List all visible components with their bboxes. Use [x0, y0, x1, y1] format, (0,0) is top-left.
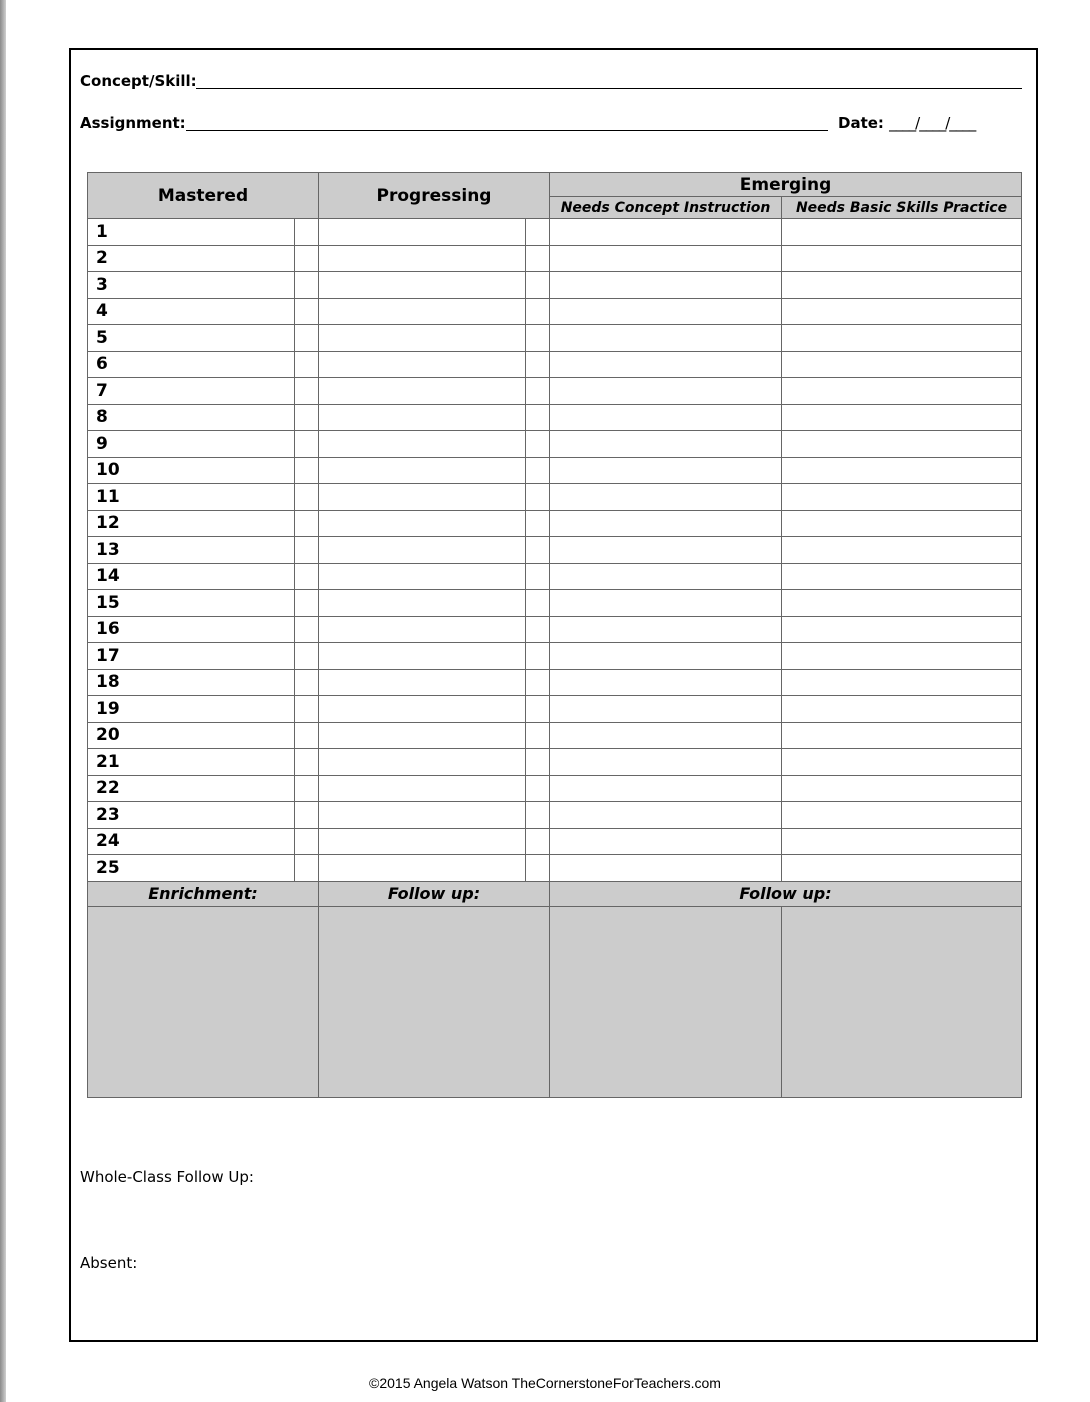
progressing-cell[interactable] [319, 245, 526, 272]
progressing-follow-up-label: Follow up: [319, 881, 550, 906]
concept-skill-blank[interactable] [196, 87, 1022, 89]
needs-basic-skills-practice-cell[interactable] [782, 245, 1022, 272]
progressing-cell[interactable] [319, 298, 526, 325]
enrichment-notes-area[interactable] [88, 906, 319, 1097]
progressing-check-cell[interactable] [526, 563, 550, 590]
mastered-check-cell[interactable] [295, 245, 319, 272]
follow-up-notes-row [88, 906, 1022, 1097]
needs-basic-skills-practice-cell[interactable] [782, 537, 1022, 564]
mastered-check-cell[interactable] [295, 272, 319, 299]
needs-concept-instruction-cell[interactable] [550, 298, 782, 325]
needs-basic-skills-practice-cell[interactable] [782, 510, 1022, 537]
progressing-cell[interactable] [319, 272, 526, 299]
mastered-check-cell[interactable] [295, 696, 319, 723]
progressing-check-cell[interactable] [526, 828, 550, 855]
needs-basic-skills-practice-cell[interactable] [782, 457, 1022, 484]
needs-basic-skills-practice-cell[interactable] [782, 378, 1022, 405]
needs-concept-instruction-cell[interactable] [550, 722, 782, 749]
needs-basic-skills-practice-cell[interactable] [782, 616, 1022, 643]
row-number: 5 [88, 325, 295, 352]
needs-concept-instruction-cell[interactable] [550, 537, 782, 564]
progressing-cell[interactable] [319, 431, 526, 458]
progressing-check-cell[interactable] [526, 245, 550, 272]
mastered-check-cell[interactable] [295, 749, 319, 776]
progressing-cell[interactable] [319, 510, 526, 537]
needs-basic-skills-practice-cell[interactable] [782, 325, 1022, 352]
mastered-check-cell[interactable] [295, 537, 319, 564]
needs-concept-instruction-cell[interactable] [550, 696, 782, 723]
row-number: 18 [88, 669, 295, 696]
mastered-check-cell[interactable] [295, 802, 319, 829]
table-row [88, 749, 1022, 776]
needs-basic-skills-practice-cell[interactable] [782, 351, 1022, 378]
progressing-cell[interactable] [319, 855, 526, 882]
needs-basic-skills-practice-cell[interactable] [782, 298, 1022, 325]
needs-basic-skills-practice-cell[interactable] [782, 802, 1022, 829]
progressing-check-cell[interactable] [526, 298, 550, 325]
progressing-check-cell[interactable] [526, 537, 550, 564]
mastered-check-cell[interactable] [295, 775, 319, 802]
needs-concept-instruction-cell[interactable] [550, 484, 782, 511]
progressing-check-cell[interactable] [526, 272, 550, 299]
needs-concept-instruction-header: Needs Concept Instruction [550, 197, 782, 219]
progressing-check-cell[interactable] [526, 457, 550, 484]
row-number: 23 [88, 802, 295, 829]
progressing-cell[interactable] [319, 616, 526, 643]
table-row [88, 616, 1022, 643]
progressing-check-cell[interactable] [526, 404, 550, 431]
needs-concept-instruction-cell[interactable] [550, 378, 782, 405]
mastered-check-cell[interactable] [295, 643, 319, 670]
assignment-label: Assignment: [80, 114, 186, 132]
progressing-check-cell[interactable] [526, 696, 550, 723]
progressing-cell[interactable] [319, 749, 526, 776]
progressing-check-cell[interactable] [526, 616, 550, 643]
row-number: 13 [88, 537, 295, 564]
progressing-cell[interactable] [319, 325, 526, 352]
row-number: 14 [88, 563, 295, 590]
needs-basic-skills-practice-notes-area[interactable] [782, 906, 1022, 1097]
mastered-check-cell[interactable] [295, 669, 319, 696]
table-row [88, 431, 1022, 458]
needs-concept-instruction-cell[interactable] [550, 749, 782, 776]
needs-concept-instruction-cell[interactable] [550, 510, 782, 537]
copyright-footer: ©2015 Angela Watson TheCornerstoneForTeachers.com [369, 1375, 721, 1391]
needs-basic-skills-practice-cell[interactable] [782, 855, 1022, 882]
progressing-check-cell[interactable] [526, 325, 550, 352]
progressing-cell[interactable] [319, 802, 526, 829]
table-row [88, 245, 1022, 272]
row-number: 21 [88, 749, 295, 776]
mastered-check-cell[interactable] [295, 431, 319, 458]
progressing-check-cell[interactable] [526, 643, 550, 670]
table-row [88, 404, 1022, 431]
progressing-check-cell[interactable] [526, 590, 550, 617]
needs-basic-skills-practice-header: Needs Basic Skills Practice [782, 197, 1022, 219]
table-row [88, 828, 1022, 855]
table-row [88, 272, 1022, 299]
needs-concept-instruction-cell[interactable] [550, 404, 782, 431]
needs-basic-skills-practice-cell[interactable] [782, 563, 1022, 590]
progressing-check-cell[interactable] [526, 802, 550, 829]
table-row [88, 563, 1022, 590]
mastered-check-cell[interactable] [295, 590, 319, 617]
table-row [88, 457, 1022, 484]
mastered-check-cell[interactable] [295, 855, 319, 882]
table-row [88, 378, 1022, 405]
progressing-check-cell[interactable] [526, 219, 550, 246]
row-number: 12 [88, 510, 295, 537]
needs-concept-instruction-cell[interactable] [550, 802, 782, 829]
mastered-check-cell[interactable] [295, 325, 319, 352]
needs-basic-skills-practice-cell[interactable] [782, 775, 1022, 802]
needs-concept-instruction-cell[interactable] [550, 245, 782, 272]
needs-concept-instruction-cell[interactable] [550, 855, 782, 882]
progressing-cell[interactable] [319, 669, 526, 696]
needs-concept-instruction-cell[interactable] [550, 272, 782, 299]
table-row [88, 298, 1022, 325]
row-number: 10 [88, 457, 295, 484]
needs-basic-skills-practice-cell[interactable] [782, 431, 1022, 458]
enrichment-label: Enrichment: [88, 881, 319, 906]
row-number: 20 [88, 722, 295, 749]
needs-concept-instruction-cell[interactable] [550, 457, 782, 484]
row-number: 6 [88, 351, 295, 378]
whole-class-follow-up-label: Whole-Class Follow Up: [80, 1168, 254, 1186]
needs-basic-skills-practice-cell[interactable] [782, 828, 1022, 855]
needs-basic-skills-practice-cell[interactable] [782, 219, 1022, 246]
concept-skill-label: Concept/Skill: [80, 72, 197, 90]
progressing-cell[interactable] [319, 775, 526, 802]
row-number: 19 [88, 696, 295, 723]
table-row [88, 802, 1022, 829]
row-number: 7 [88, 378, 295, 405]
page-edge-shadow [0, 0, 6, 1402]
row-number: 22 [88, 775, 295, 802]
progressing-follow-up-notes-area[interactable] [319, 906, 550, 1097]
needs-concept-instruction-cell[interactable] [550, 351, 782, 378]
progressing-cell[interactable] [319, 457, 526, 484]
needs-concept-instruction-cell[interactable] [550, 616, 782, 643]
progressing-check-cell[interactable] [526, 855, 550, 882]
row-number: 4 [88, 298, 295, 325]
date-blank[interactable]: ____/____/____ [889, 114, 976, 132]
progressing-check-cell[interactable] [526, 484, 550, 511]
row-number: 11 [88, 484, 295, 511]
needs-basic-skills-practice-cell[interactable] [782, 643, 1022, 670]
table-row [88, 722, 1022, 749]
absent-label: Absent: [80, 1254, 138, 1272]
progressing-cell[interactable] [319, 828, 526, 855]
row-number: 2 [88, 245, 295, 272]
concept-skill-field [80, 72, 197, 90]
needs-concept-instruction-cell[interactable] [550, 563, 782, 590]
date-label: Date: [838, 114, 884, 132]
needs-basic-skills-practice-cell[interactable] [782, 749, 1022, 776]
table-row [88, 510, 1022, 537]
mastered-check-cell[interactable] [295, 616, 319, 643]
progressing-cell[interactable] [319, 484, 526, 511]
row-number: 1 [88, 219, 295, 246]
row-number: 16 [88, 616, 295, 643]
progressing-check-cell[interactable] [526, 431, 550, 458]
assignment-field [80, 114, 186, 132]
mastered-check-cell[interactable] [295, 457, 319, 484]
progressing-cell[interactable] [319, 563, 526, 590]
needs-basic-skills-practice-cell[interactable] [782, 484, 1022, 511]
table-row [88, 855, 1022, 882]
mastered-check-cell[interactable] [295, 510, 319, 537]
table-row [88, 669, 1022, 696]
progressing-cell[interactable] [319, 696, 526, 723]
needs-basic-skills-practice-cell[interactable] [782, 722, 1022, 749]
row-number: 17 [88, 643, 295, 670]
needs-basic-skills-practice-cell[interactable] [782, 590, 1022, 617]
emerging-follow-up-label: Follow up: [550, 881, 1022, 906]
progressing-check-cell[interactable] [526, 378, 550, 405]
mastered-header: Mastered [88, 173, 319, 219]
follow-up-label-row [88, 881, 1022, 906]
needs-concept-instruction-cell[interactable] [550, 669, 782, 696]
progressing-check-cell[interactable] [526, 722, 550, 749]
row-number: 15 [88, 590, 295, 617]
table-row [88, 484, 1022, 511]
progressing-cell[interactable] [319, 404, 526, 431]
row-number: 9 [88, 431, 295, 458]
assessment-grid [87, 172, 1022, 1098]
progressing-check-cell[interactable] [526, 510, 550, 537]
progressing-cell[interactable] [319, 590, 526, 617]
row-number: 25 [88, 855, 295, 882]
needs-basic-skills-practice-cell[interactable] [782, 696, 1022, 723]
table-row [88, 643, 1022, 670]
needs-basic-skills-practice-cell[interactable] [782, 272, 1022, 299]
needs-concept-instruction-cell[interactable] [550, 643, 782, 670]
assignment-blank[interactable] [186, 129, 828, 131]
progressing-cell[interactable] [319, 537, 526, 564]
mastered-check-cell[interactable] [295, 219, 319, 246]
progressing-cell[interactable] [319, 643, 526, 670]
row-number: 3 [88, 272, 295, 299]
progressing-cell[interactable] [319, 351, 526, 378]
needs-concept-instruction-cell[interactable] [550, 775, 782, 802]
progressing-check-cell[interactable] [526, 749, 550, 776]
progressing-cell[interactable] [319, 219, 526, 246]
needs-concept-instruction-cell[interactable] [550, 828, 782, 855]
row-number: 8 [88, 404, 295, 431]
needs-concept-instruction-cell[interactable] [550, 219, 782, 246]
progressing-header: Progressing [319, 173, 550, 219]
mastered-check-cell[interactable] [295, 351, 319, 378]
progressing-check-cell[interactable] [526, 669, 550, 696]
mastered-check-cell[interactable] [295, 484, 319, 511]
mastered-check-cell[interactable] [295, 563, 319, 590]
needs-basic-skills-practice-cell[interactable] [782, 669, 1022, 696]
mastered-check-cell[interactable] [295, 298, 319, 325]
progressing-check-cell[interactable] [526, 775, 550, 802]
table-row [88, 590, 1022, 617]
table-row [88, 696, 1022, 723]
table-row [88, 325, 1022, 352]
needs-basic-skills-practice-cell[interactable] [782, 404, 1022, 431]
date-field [838, 114, 975, 132]
needs-concept-instruction-notes-area[interactable] [550, 906, 782, 1097]
mastered-check-cell[interactable] [295, 722, 319, 749]
progressing-cell[interactable] [319, 722, 526, 749]
table-row [88, 219, 1022, 246]
progressing-cell[interactable] [319, 378, 526, 405]
needs-concept-instruction-cell[interactable] [550, 590, 782, 617]
mastered-check-cell[interactable] [295, 378, 319, 405]
mastered-check-cell[interactable] [295, 404, 319, 431]
needs-concept-instruction-cell[interactable] [550, 431, 782, 458]
table-row [88, 537, 1022, 564]
mastered-check-cell[interactable] [295, 828, 319, 855]
table-row [88, 775, 1022, 802]
emerging-header: Emerging [550, 173, 1022, 197]
needs-concept-instruction-cell[interactable] [550, 325, 782, 352]
table-row [88, 351, 1022, 378]
row-number: 24 [88, 828, 295, 855]
progressing-check-cell[interactable] [526, 351, 550, 378]
